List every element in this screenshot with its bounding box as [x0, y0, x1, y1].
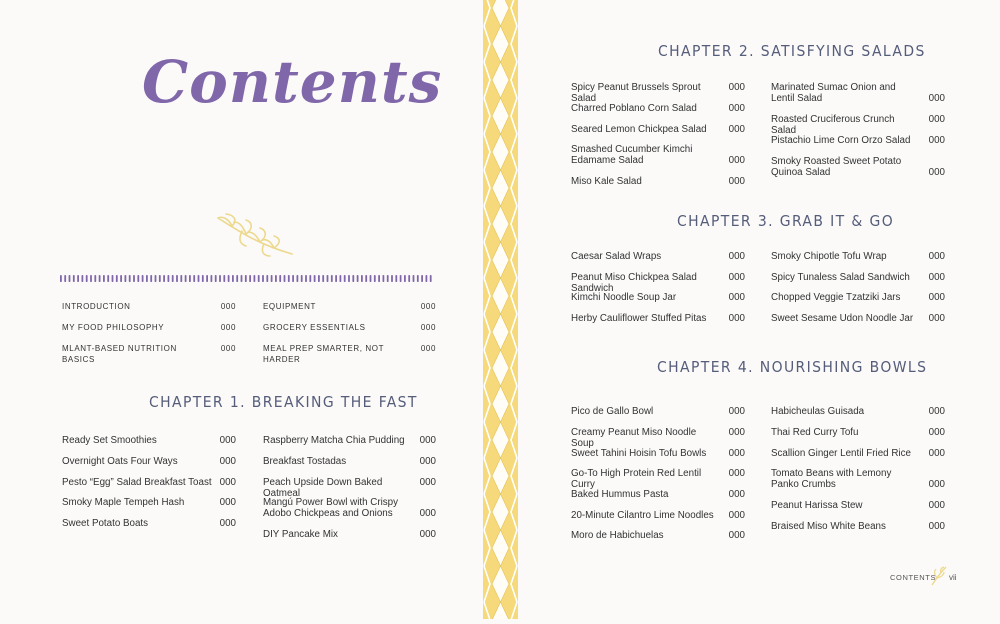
toc-page-number: 000: [928, 114, 945, 125]
toc-entry[interactable]: [571, 82, 745, 104]
toc-entry-title: Peanut Miso Chickpea Salad Sandwich: [571, 272, 697, 294]
toc-entry[interactable]: [263, 529, 436, 540]
toc-entry-title: Herby Cauliflower Stuffed Pitas: [571, 313, 707, 324]
toc-entry-title: Smoky Roasted Sweet Potato Quinoa Salad: [771, 156, 902, 178]
toc-page-number: 000: [928, 427, 945, 438]
toc-page-number: 000: [728, 510, 745, 521]
toc-entry[interactable]: [62, 322, 236, 333]
toc-entry[interactable]: [771, 406, 945, 417]
toc-entry[interactable]: [771, 500, 945, 511]
toc-entry[interactable]: [771, 521, 945, 532]
toc-entry[interactable]: [771, 468, 945, 490]
toc-page-number: 000: [728, 124, 745, 135]
toc-entry-title: Kimchi Noodle Soup Jar: [571, 292, 677, 303]
toc-entry-title: Caesar Salad Wraps: [571, 251, 662, 262]
toc-page-number: 000: [728, 427, 745, 438]
toc-entry-title: Braised Miso White Beans: [771, 521, 886, 532]
toc-entry[interactable]: [263, 322, 436, 333]
toc-entry[interactable]: [571, 510, 745, 521]
toc-entry[interactable]: [62, 435, 236, 446]
toc-entry-title: MLANT-BASED NUTRITION BASICS: [62, 344, 177, 364]
toc-entry-title: Sweet Sesame Udon Noodle Jar: [771, 313, 914, 324]
toc-entry[interactable]: [771, 313, 945, 324]
toc-entry-title: Breakfast Tostadas: [263, 456, 347, 467]
footer-leaf-icon: [928, 565, 950, 587]
toc-entry[interactable]: [771, 292, 945, 303]
toc-entry-title: Peanut Harissa Stew: [771, 500, 863, 511]
toc-entry[interactable]: [263, 301, 436, 312]
toc-entry[interactable]: [571, 144, 745, 166]
toc-entry-title: DIY Pancake Mix: [263, 529, 338, 540]
toc-page-number: 000: [420, 344, 436, 353]
toc-entry[interactable]: [771, 135, 945, 146]
toc-page-number: 000: [728, 103, 745, 114]
toc-entry[interactable]: [263, 435, 436, 446]
toc-entry-title: Go-To High Protein Red Lentil Curry: [571, 468, 702, 490]
toc-entry-title: Smashed Cucumber Kimchi Edamame Salad: [571, 144, 693, 166]
chapter-heading: CHAPTER 2. SATISFYING SALADS: [658, 42, 926, 60]
toc-entry[interactable]: [62, 301, 236, 312]
toc-page-number: 000: [419, 435, 436, 446]
page-title: Contents: [142, 48, 443, 116]
toc-entry-title: Thai Red Curry Tofu: [771, 427, 859, 438]
toc-entry[interactable]: [771, 448, 945, 459]
toc-entry[interactable]: [571, 103, 745, 114]
toc-page-number: 000: [928, 167, 945, 178]
toc-entry[interactable]: [571, 251, 745, 262]
toc-entry-title: GROCERY ESSENTIALS: [263, 323, 366, 332]
toc-entry-title: Marinated Sumac Onion and Lentil Salad: [771, 82, 896, 104]
toc-page-number: 000: [928, 521, 945, 532]
toc-page-number: 000: [728, 448, 745, 459]
toc-page-number: 000: [928, 406, 945, 417]
toc-page-number: 000: [928, 500, 945, 511]
toc-entry-title: Scallion Ginger Lentil Fried Rice: [771, 448, 911, 459]
toc-page-number: 000: [928, 448, 945, 459]
toc-entry-title: Charred Poblano Corn Salad: [571, 103, 697, 114]
toc-page-number: 000: [219, 435, 236, 446]
toc-entry-title: EQUIPMENT: [263, 302, 316, 311]
toc-entry[interactable]: [571, 530, 745, 541]
decorative-divider: [58, 274, 436, 284]
toc-entry[interactable]: [571, 313, 745, 324]
toc-page-number: 000: [928, 272, 945, 283]
toc-page-number: 000: [728, 313, 745, 324]
toc-page-number: 000: [419, 477, 436, 488]
toc-page-number: 000: [219, 497, 236, 508]
toc-page-number: 000: [928, 251, 945, 262]
toc-entry-title: Mangú Power Bowl with Crispy Adobo Chickpeas and Onions: [263, 497, 399, 519]
toc-page-number: 000: [728, 489, 745, 500]
toc-page-number: 000: [220, 344, 236, 353]
toc-entry[interactable]: [263, 343, 436, 364]
toc-page-number: 000: [928, 292, 945, 303]
toc-entry-title: Sweet Potato Boats: [62, 518, 149, 529]
toc-entry-title: Pico de Gallo Bowl: [571, 406, 654, 417]
toc-entry-title: Seared Lemon Chickpea Salad: [571, 124, 707, 135]
toc-entry-title: Smoky Chipotle Tofu Wrap: [771, 251, 887, 262]
toc-entry-title: Miso Kale Salad: [571, 176, 642, 187]
toc-entry[interactable]: [571, 272, 745, 294]
toc-entry[interactable]: [571, 406, 745, 417]
toc-entry[interactable]: [263, 456, 436, 467]
toc-entry[interactable]: [62, 343, 236, 364]
toc-entry-title: Raspberry Matcha Chia Pudding: [263, 435, 405, 446]
toc-page-number: 000: [419, 508, 436, 519]
toc-entry-title: 20-Minute Cilantro Lime Noodles: [571, 510, 714, 521]
leaf-sprig-icon: [212, 212, 297, 260]
toc-page-number: 000: [728, 176, 745, 187]
toc-entry[interactable]: [62, 456, 236, 467]
toc-page-number: 000: [728, 468, 745, 479]
toc-entry[interactable]: [771, 251, 945, 262]
toc-entry-title: Ready Set Smoothies: [62, 435, 157, 446]
toc-page-number: 000: [728, 406, 745, 417]
toc-entry[interactable]: [571, 124, 745, 135]
toc-page-number: 000: [728, 292, 745, 303]
toc-entry-title: Pistachio Lime Corn Orzo Salad: [771, 135, 911, 146]
toc-entry[interactable]: [771, 114, 945, 136]
toc-entry[interactable]: [571, 448, 745, 459]
toc-entry-title: Baked Hummus Pasta: [571, 489, 669, 500]
toc-entry[interactable]: [771, 272, 945, 283]
toc-entry-title: INTRODUCTION: [62, 302, 131, 311]
toc-page-number: 000: [928, 135, 945, 146]
toc-page-number: 000: [728, 251, 745, 262]
toc-page-number: 000: [219, 518, 236, 529]
toc-entry-title: Spicy Peanut Brussels Sprout Salad: [571, 82, 701, 104]
toc-page-number: 000: [420, 323, 436, 332]
toc-page-number: 000: [928, 93, 945, 104]
toc-entry[interactable]: [263, 497, 436, 519]
toc-entry[interactable]: [771, 156, 945, 178]
toc-entry[interactable]: [62, 497, 236, 508]
toc-page-number: 000: [220, 302, 236, 311]
toc-entry-title: Smoky Maple Tempeh Hash: [62, 497, 185, 508]
toc-entry-title: Tomato Beans with Lemony Panko Crumbs: [771, 468, 892, 490]
footer-page-number: vii: [949, 573, 957, 582]
toc-entry-title: Creamy Peanut Miso Noodle Soup: [571, 427, 697, 449]
footer-label: CONTENTS: [890, 573, 937, 582]
toc-page-number: 000: [219, 477, 236, 488]
toc-entry[interactable]: [263, 477, 436, 499]
chapter-heading: CHAPTER 1. BREAKING THE FAST: [149, 393, 418, 411]
toc-entry-title: MEAL PREP SMARTER, NOT HARDER: [263, 344, 384, 364]
toc-page-number: 000: [219, 456, 236, 467]
toc-entry-title: Sweet Tahini Hoisin Tofu Bowls: [571, 448, 707, 459]
toc-page-number: 000: [728, 530, 745, 541]
chapter-heading: CHAPTER 3. GRAB IT & GO: [677, 212, 895, 230]
toc-page-number: 000: [420, 302, 436, 311]
toc-entry-title: Pesto “Egg” Salad Breakfast Toast: [62, 477, 212, 488]
toc-entry-title: Roasted Cruciferous Crunch Salad: [771, 114, 895, 136]
toc-page-number: 000: [728, 155, 745, 166]
toc-entry[interactable]: [571, 489, 745, 500]
toc-entry[interactable]: [771, 82, 945, 104]
toc-entry-title: Overnight Oats Four Ways: [62, 456, 178, 467]
toc-entry[interactable]: [62, 518, 236, 529]
toc-entry-title: Moro de Habichuelas: [571, 530, 664, 541]
toc-page-number: 000: [220, 323, 236, 332]
toc-entry[interactable]: [571, 468, 745, 490]
toc-entry[interactable]: [62, 477, 236, 488]
toc-page-number: 000: [419, 456, 436, 467]
decorative-stripe: [483, 0, 518, 619]
toc-entry-title: Spicy Tunaless Salad Sandwich: [771, 272, 910, 283]
toc-entry-title: Chopped Veggie Tzatziki Jars: [771, 292, 901, 303]
toc-entry[interactable]: [571, 427, 745, 449]
chapter-heading: CHAPTER 4. NOURISHING BOWLS: [657, 358, 928, 376]
toc-entry[interactable]: [571, 292, 745, 303]
toc-page-number: 000: [419, 529, 436, 540]
toc-entry-title: Habicheulas Guisada: [771, 406, 865, 417]
toc-entry-title: Peach Upside Down Baked Oatmeal: [263, 477, 383, 499]
toc-page-number: 000: [928, 479, 945, 490]
toc-page-number: 000: [728, 272, 745, 283]
toc-entry[interactable]: [771, 427, 945, 438]
toc-entry-title: MY FOOD PHILOSOPHY: [62, 323, 165, 332]
toc-entry[interactable]: [571, 176, 745, 187]
toc-page-number: 000: [728, 82, 745, 93]
toc-page-number: 000: [928, 313, 945, 324]
